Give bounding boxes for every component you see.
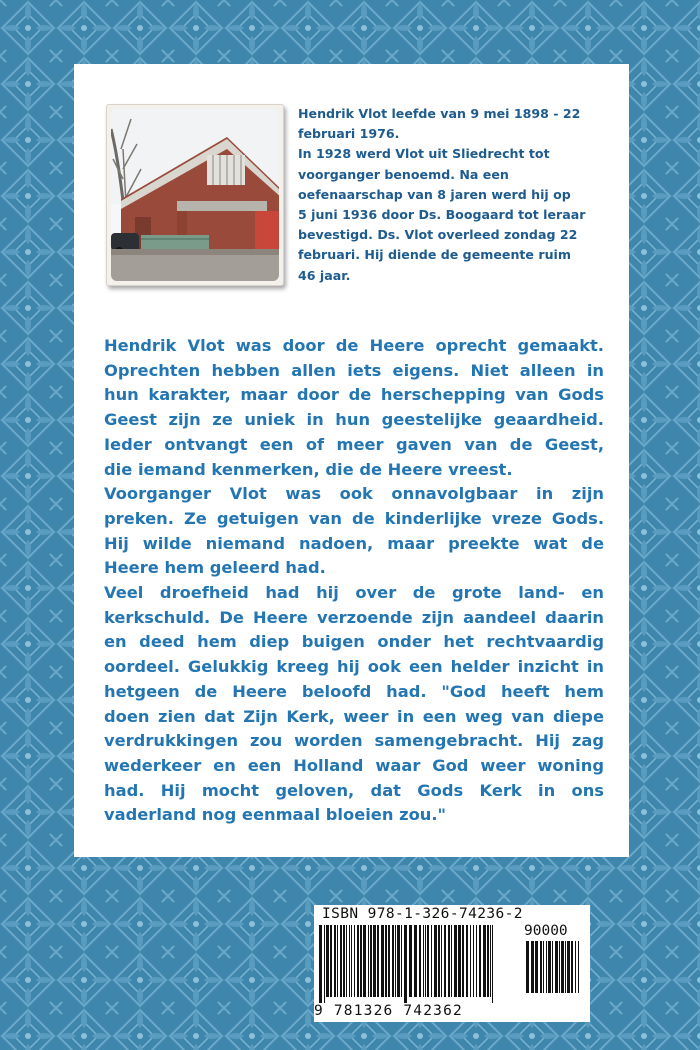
barcode-bar (561, 941, 564, 993)
caption-line: Hendrik Vlot leefde van 9 mei 1898 - 22 (298, 106, 581, 121)
barcode-bar (462, 925, 464, 997)
barcode-bar (438, 925, 440, 997)
barcode-bar (373, 925, 376, 997)
barcode-bar (337, 925, 338, 997)
barcode-bar (385, 925, 387, 997)
barcode-bar (476, 925, 477, 997)
barcode-bar (483, 925, 486, 997)
barcode-bar (466, 925, 468, 997)
barcode-bar (473, 925, 474, 997)
barcode-bar (451, 925, 452, 997)
barcode-bar (363, 925, 366, 997)
barcode-bar (409, 925, 412, 997)
barcode-bar (492, 925, 493, 1003)
barcode-bar (470, 925, 471, 997)
body-line: preken. Ze getuigen van de kinderlijke vreze Gods. (104, 508, 604, 528)
barcode-bar (397, 925, 400, 997)
barcode-bar (354, 925, 355, 997)
caption-line: bevestigd. Ds. Vlot overleed zondag 22 (298, 227, 578, 243)
barcode-bar (559, 941, 560, 993)
barcode-bar (487, 925, 489, 997)
body-line: Geest zijn ze uniek in hun geestelijke geaardheid. (104, 410, 604, 430)
barcode-bar (427, 925, 429, 997)
body-line: wederkeer en een Holland waar God weer woning (104, 755, 604, 775)
barcode-bar (346, 925, 347, 997)
barcode-bar (535, 941, 538, 993)
barcode-bar (360, 925, 362, 997)
barcode-bar (526, 941, 529, 993)
body-line: Veel droefheid had hij over de grote land- en (104, 583, 604, 603)
barcode-bar (395, 925, 396, 997)
caption-line: 46 jaar. (298, 267, 351, 283)
caption-line: voorganger benoemd. Na een (298, 166, 509, 182)
barcode-bar (423, 925, 424, 997)
body-line: kerkschuld. De Heere verzoende zijn aandeel daarin (104, 607, 604, 627)
price-code: 90000 (524, 923, 568, 939)
barcode-bar (575, 941, 576, 993)
barcode-bar (571, 941, 573, 993)
barcode-bar (546, 941, 547, 993)
barcode-bar (567, 941, 570, 993)
barcode-digits: 9 781326 742362 (314, 1003, 463, 1019)
caption-line: oefenaarschap van 8 jaren werd hij op (298, 186, 571, 202)
barcode-bar (343, 925, 345, 997)
caption-line: februari. Hij diende de gemeente ruim (298, 247, 571, 263)
body-line: Ieder ontvangt een of meer gaven van de Geest, (104, 434, 604, 454)
barcode-bar (357, 925, 359, 997)
body-line: hun karakter, maar door de herschepping van Gods (104, 385, 604, 405)
body-line: en deed hem diep buigen onder het rechtvaardig (104, 632, 604, 652)
price-barcode-bars (524, 941, 584, 1001)
barcode-bar (401, 925, 402, 997)
barcode-bar (326, 925, 329, 997)
body-line: Heere hem geleerd had. (104, 558, 326, 578)
barcode-bar (425, 925, 426, 997)
barcode-bar (431, 925, 432, 997)
barcode-bar (578, 941, 579, 993)
isbn-label: ISBN 978-1-326-74236-2 (322, 906, 523, 922)
barcode-bar (404, 925, 407, 1003)
barcode-bar (334, 925, 336, 997)
isbn-barcode (314, 905, 590, 1022)
barcode-bar (381, 925, 384, 997)
barcode-bar (319, 925, 322, 1003)
body-line: die iemand kenmerken, die de Heere vreest. (104, 459, 513, 479)
body-text (104, 334, 604, 828)
body-line: vaderland nog eenmaal bloeien zou." (104, 805, 447, 825)
text-panel (74, 64, 629, 857)
barcode-bar (324, 925, 325, 1003)
barcode-bar (565, 941, 566, 993)
barcode-bar (555, 941, 558, 993)
caption-line: 5 juni 1936 door Ds. Boogaard tot leraar (298, 207, 586, 223)
barcode-bar (458, 925, 461, 997)
barcode-bar (454, 925, 457, 997)
barcode-bar (419, 925, 421, 997)
caption-line: In 1928 werd Vlot uit Sliedrecht tot (298, 146, 550, 162)
barcode-bar (540, 941, 542, 993)
body-line: verdrukkingen zou worden samengebracht. Hij zag (104, 731, 604, 751)
photo-caption (298, 104, 624, 286)
barcode-bar (392, 925, 394, 997)
body-line: Oprechten hebben allen iets eigens. Niet alleen in (104, 360, 604, 380)
body-line: Voorganger Vlot was ook onnavolgbaar in zijn (104, 484, 604, 504)
barcode-bar (351, 925, 352, 997)
barcode-bar (479, 925, 481, 997)
barcode-bar (340, 925, 342, 997)
body-line: Hij wilde niemand nadoen, maar preekte wat de (104, 533, 604, 553)
barcode-bar (370, 925, 372, 997)
barcode-bar (448, 925, 450, 997)
barcode-bar (543, 941, 544, 993)
barcode-bars (317, 925, 517, 1005)
caption-line: februari 1976. (298, 126, 400, 142)
church-building-photo (111, 109, 279, 281)
barcode-bar (552, 941, 553, 993)
barcode-bar (548, 941, 551, 993)
barcode-bar (377, 925, 379, 997)
body-line: hetgeen de Heere beloofd had. "God heeft hem (104, 681, 604, 701)
body-line: had. Hij mocht geloven, dat Gods Kerk in ons (104, 780, 604, 800)
barcode-bar (368, 925, 369, 997)
barcode-bar (434, 925, 437, 997)
barcode-bar (444, 925, 446, 997)
photo-frame (106, 104, 284, 286)
barcode-bar (414, 925, 417, 997)
barcode-bar (441, 925, 442, 997)
barcode-bar (531, 941, 534, 993)
barcode-bar (349, 925, 350, 997)
body-line: doen zien dat Zijn Kerk, weer in een weg van diepe (104, 706, 604, 726)
body-line: Hendrik Vlot was door de Heere oprecht gemaakt. (104, 336, 604, 355)
barcode-bar (388, 925, 390, 997)
barcode-bar (490, 925, 491, 997)
body-line: oordeel. Gelukkig kreeg hij ook een helder inzicht in (104, 657, 604, 677)
barcode-bar (330, 925, 332, 997)
